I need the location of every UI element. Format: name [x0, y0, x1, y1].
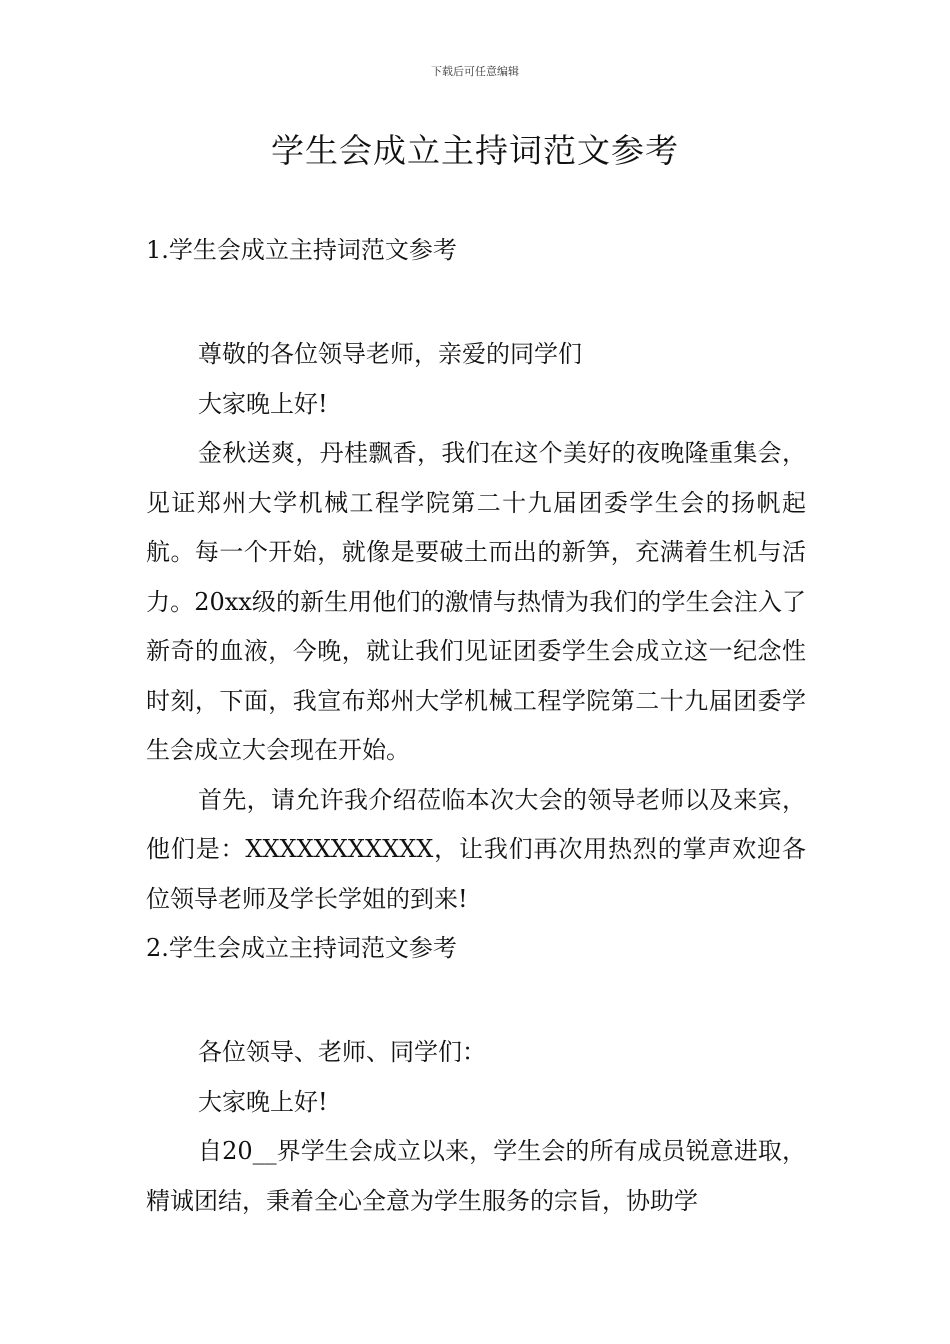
- document-title: 学生会成立主持词范文参考: [271, 131, 679, 170]
- section-2-greeting: 大家晚上好!: [198, 1087, 328, 1116]
- section-1-greeting: 大家晚上好!: [198, 389, 328, 418]
- section-2-heading: 2.学生会成立主持词范文参考: [146, 934, 457, 962]
- section-1-paragraph-opening: 金秋送爽，丹桂飘香，我们在这个美好的夜晚隆重集会，见证郑州大学机械工程学院第二十九届团委学生会的扬帆起航。每一个开始，就像是要破土而出的新笋，充满着生机与活力。20xx级的新生用他们的激情与热情为我们的学生会注入了新奇的血液，今晚，就让我们见证团委学生会成立这一纪念性时刻，下面，我宣布郑州大学机械工程学院第二十九届团委学生会成立大会现在开始。: [146, 439, 806, 764]
- section-1-salutation: 尊敬的各位领导老师，亲爱的同学们: [198, 340, 582, 368]
- section-1-spacer: [146, 274, 806, 330]
- section-2-paragraph-opening: 自20__界学生会成立以来，学生会的所有成员锐意进取，精诚团结，秉着全心全意为学生服务的宗旨，协助学: [146, 1137, 806, 1215]
- section-1-heading: 1.学生会成立主持词范文参考: [146, 236, 457, 264]
- section-1-paragraph-introduction: 首先，请允许我介绍莅临本次大会的领导老师以及来宾，他们是：XXXXXXXXXXX，让我们再次用热烈的掌声欢迎各位领导老师及学长学姐的到来!: [146, 785, 806, 913]
- section-2-salutation: 各位领导、老师、同学们：: [198, 1038, 486, 1066]
- page-header: 下载后可任意编辑: [431, 65, 519, 78]
- document-body: [146, 226, 806, 1226]
- section-2-spacer: [146, 972, 806, 1028]
